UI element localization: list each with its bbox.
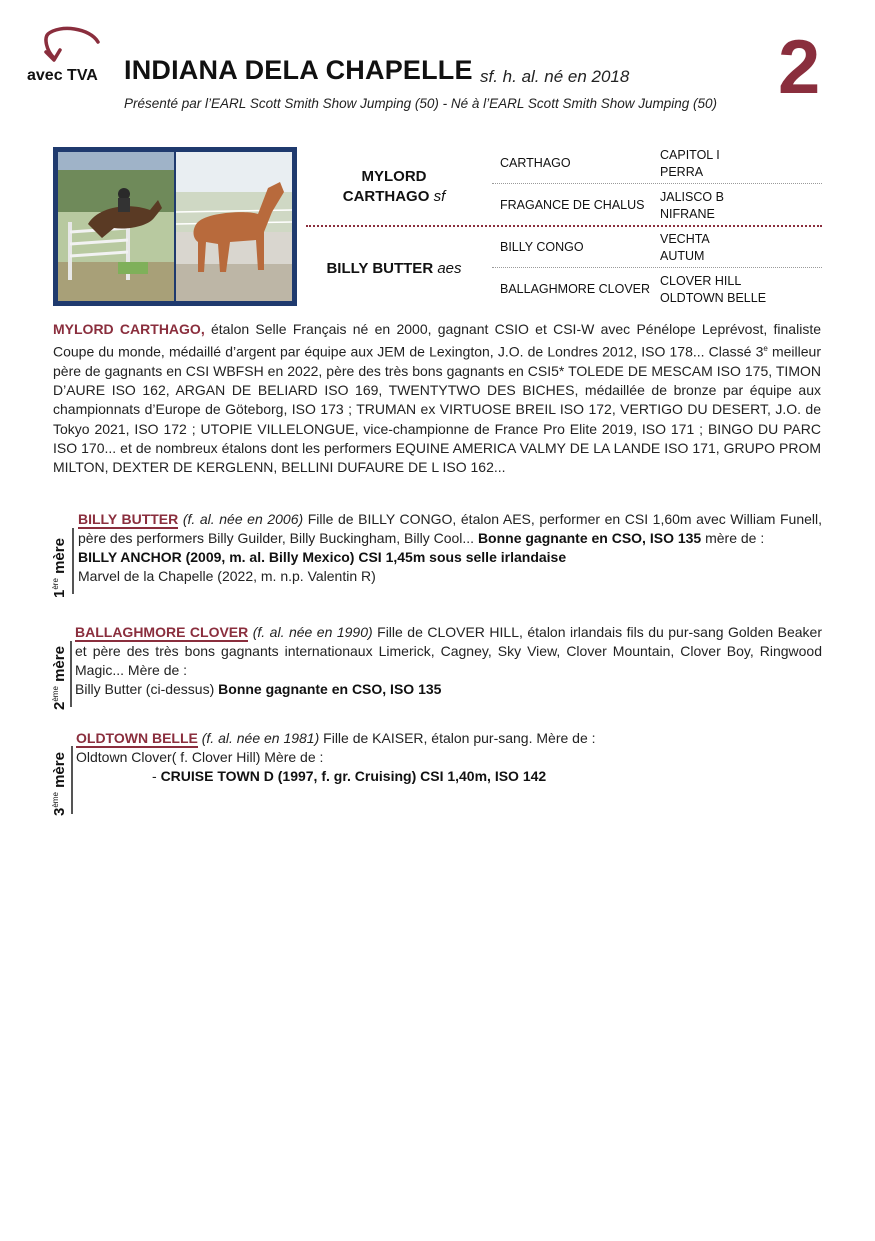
horse-photos xyxy=(53,147,297,306)
mother-2-text: BALLAGHMORE CLOVER (f. al. née en 1990) Fille de CLOVER HILL, étalon irlandais fils du pur-sang Golden Beaker et père des très bons gagnants internationaux Limerick, Cagney, Sky View, Clover Mountain, Clover Boy, Ringwood Magic... Mère de : Billy Butter (ci-dessus) Bonne gagnante en CSO, ISO 135 xyxy=(75,624,822,697)
dam-name-text: BILLY BUTTER xyxy=(326,260,434,277)
mother-1-text: BILLY BUTTER (f. al. née en 2006) Fille de BILLY CONGO, étalon AES, performer en CSI 1,60m avec William Funell, père des performers Billy Guilder, Billy Buckingham, Billy Cool... Bonne gagnante en CSO, ISO 135 mère de : BILLY ANCHOR (2009, m. al. Billy Mexico) CSI 1,45m sous selle irlandaise Marvel de la Chapelle (2022, m. n.p. Valentin R) xyxy=(78,511,823,584)
mother-rank-3: 3ème mère xyxy=(51,752,68,816)
ggp-4a: CLOVER HILL xyxy=(660,274,742,288)
mother-1-name: BILLY BUTTER xyxy=(78,511,179,527)
mother-3-name: OLDTOWN BELLE xyxy=(76,730,198,746)
mother-3-text: OLDTOWN BELLE (f. al. née en 1981) Fille de KAISER, étalon pur-sang. Mère de : Oldtown Clover( f. Clover Hill) Mère de : - CRUISE TOWN D (1997, f. gr. Cruising) CSI 1,40m, ISO 142 xyxy=(76,730,596,784)
great-grandparents-4 xyxy=(660,273,766,306)
great-grandparents-2 xyxy=(660,189,724,222)
horse-photo-image xyxy=(58,152,292,301)
pedigree-center-divider xyxy=(306,225,822,227)
mother-2-info: (f. al. née en 1990) xyxy=(252,624,373,640)
grandparent-1: CARTHAGO xyxy=(500,156,571,170)
presenter-line: Présenté par l’EARL Scott Smith Show Jumping (50) - Né à l’EARL Scott Smith Show Jumping (50) xyxy=(124,96,718,111)
dam-name xyxy=(318,260,470,277)
mother-bar-2 xyxy=(70,641,72,707)
sire-breed: sf xyxy=(433,188,446,205)
ggp-2a: JALISCO B xyxy=(660,190,724,204)
mother-1-offspring-bold: BILLY ANCHOR (2009, m. al. Billy Mexico) CSI 1,45m sous selle irlandaise xyxy=(78,549,567,565)
mother-bar-3 xyxy=(71,746,73,814)
mother-3-grand-offspring: CRUISE TOWN D (1997, f. gr. Cruising) CSI 1,40m, ISO 142 xyxy=(160,768,547,784)
tva-label: avec TVA xyxy=(27,67,98,84)
mother-2-name: BALLAGHMORE CLOVER xyxy=(75,624,249,640)
sire-text-body-b: meilleur père de gagnants en CSI WBFSH en 2022, père des très bons gagnants en CSI5* TOLEDE DE MESCAM ISO 175, TIMON D’AURE ISO 162, ARGAN DE BELIARD ISO 169, TWENTYTWO DES BICHES, médaillée de bronze par équipe aux championnats d’Europe de Göteborg, ISO 173 ; TRUMAN ex VIRTUOSE BREIL ISO 172, VERTIGO DU DESERT, J.O. de Tokyo 2021, ISO 172 ; UTOPIE VILLELONGUE, vice-championne de France Pro Elite 2019, ISO 171 ; BINGO DU PARC ISO 170... et de nombreux étalons dont les performers EQUINE AMERICA VALMY DE LA LANDE ISO 171, GRUPO PROM MILTON, DEXTER DE KERGLENN, BELLINI DUFAURE DE L ISO 162... xyxy=(53,343,821,476)
horse-name: INDIANA DELA CHAPELLE xyxy=(124,55,473,85)
sire-text-sup: e xyxy=(763,344,768,354)
mother-1-offspring: Marvel de la Chapelle (2022, m. n.p. Valentin R) xyxy=(78,568,376,584)
horse-meta: sf. h. al. né en 2018 xyxy=(480,67,630,86)
ggp-2b: NIFRANE xyxy=(660,206,715,221)
mother-rank-2: 2ème mère xyxy=(51,646,68,710)
pedigree-divider xyxy=(492,183,822,184)
ggp-3a: VECHTA xyxy=(660,232,710,246)
ggp-1b: PERRA xyxy=(660,164,704,179)
sire-text-body-a: étalon Selle Français né en 2000, gagnant CSIO et CSI-W avec Pénélope Leprévost, finaliste Coupe du monde, médaillé d’argent par équipe aux JEM de Lexington, J.O. de Londres 2012, ISO 178... Classé 3 xyxy=(53,321,821,360)
ggp-1a: CAPITOL I xyxy=(660,148,720,162)
sire-name xyxy=(318,167,470,207)
mother-bar-1 xyxy=(72,528,74,594)
mother-rank-1: 1ère mère xyxy=(51,538,68,598)
great-grandparents-3 xyxy=(660,231,710,264)
ggp-3b: AUTUM xyxy=(660,248,705,263)
mother-1-info: (f. al. née en 2006) xyxy=(182,511,304,527)
sire-line2: CARTHAGO xyxy=(342,188,430,205)
pedigree-divider xyxy=(492,267,822,268)
grandparent-3: BILLY CONGO xyxy=(500,240,584,254)
great-grandparents-1 xyxy=(660,147,720,180)
ggp-4b: OLDTOWN BELLE xyxy=(660,290,767,305)
sire-text-name: MYLORD CARTHAGO, xyxy=(53,321,205,337)
grandparent-2: FRAGANCE DE CHALUS xyxy=(500,198,645,212)
sire-description xyxy=(53,320,821,477)
grandparent-4: BALLAGHMORE CLOVER xyxy=(500,282,651,296)
sire-line1: MYLORD xyxy=(361,168,427,185)
dam-breed: aes xyxy=(437,260,462,277)
lot-number: 2 xyxy=(778,25,821,110)
mother-3-info: (f. al. née en 1981) xyxy=(201,730,320,746)
curved-arrow-icon xyxy=(40,24,104,66)
mother-3-offspring: Oldtown Clover( f. Clover Hill) Mère de : xyxy=(76,749,324,765)
